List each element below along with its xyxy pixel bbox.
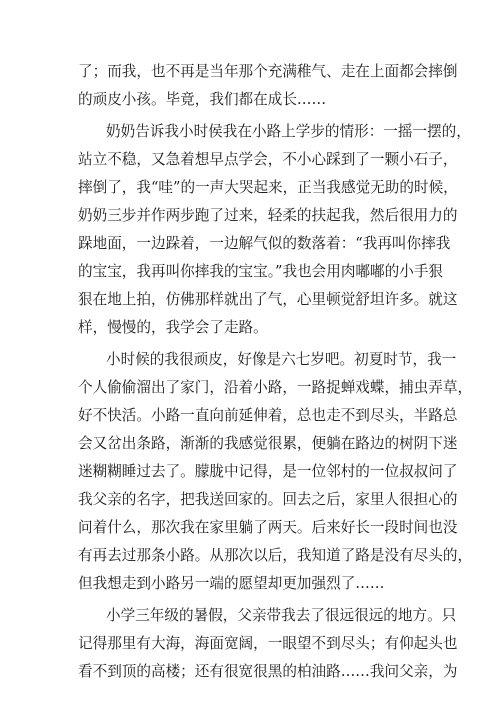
text-line: 样，慢慢的，我学会了走路。 xyxy=(78,319,268,336)
text-line: 摔倒了，我“哇”的一声大哭起来，正当我感觉无助的时候， xyxy=(78,179,458,196)
text-line: 了；而我，也不再是当年那个充满稚气、走在上面都会摔倒 xyxy=(78,63,458,80)
text-line: 会又岔出条路，渐渐的我感觉很累，便躺在路边的树阴下迷 xyxy=(78,435,458,452)
text-line: 奶奶三步并作两步跑了过来，轻柔的扶起我，然后很用力的 xyxy=(78,207,458,224)
text-line: 站立不稳，又急着想早点学会，不小心踩到了一颗小石子， xyxy=(78,151,458,168)
text-line: 个人偷偷溜出了家门，沿着小路，一路捉蝉戏蝶，捕虫弄草， xyxy=(78,379,473,396)
text-line: 看不到顶的高楼；还有很宽很黑的柏油路……我问父亲，为 xyxy=(78,663,458,680)
text-line: 的宝宝，我再叫你摔我的宝宝。”我也会用肉嘟嘟的小手狠 xyxy=(78,263,444,280)
text-line: 的顽皮小孩。毕竟，我们都在成长…… xyxy=(78,91,327,108)
paragraph-first-line: 奶奶告诉我小时侯我在小路上学步的情形：一摇一摆的， xyxy=(106,123,471,140)
text-line: 记得那里有大海，海面宽阔，一眼望不到尽头；有仰起头也 xyxy=(78,635,458,652)
text-line: 有再去过那条小路。从那次以后，我知道了路是没有尽头的， xyxy=(78,547,473,564)
paragraph-first-line: 小学三年级的暑假，父亲带我去了很远很远的地方。只 xyxy=(106,607,457,624)
text-line: 我父亲的名字，把我送回家的。回去之后，家里人很担心的 xyxy=(78,491,458,508)
text-line: 但我想走到小路另一端的愿望却更加强烈了…… xyxy=(78,575,385,592)
paragraph-first-line: 小时候的我很顽皮，好像是六七岁吧。初夏时节，我一 xyxy=(106,351,457,368)
text-line: 好不快活。小路一直向前延伸着，总也走不到尽头，半路总 xyxy=(78,407,458,424)
text-line: 问着什么，那次我在家里躺了两天。后来好长一段时间也没 xyxy=(78,519,458,536)
text-line: 迷糊糊睡过去了。朦胧中记得，是一位邻村的一位叔叔问了 xyxy=(78,463,458,480)
text-line: 狠在地上拍，仿佛那样就出了气，心里顿觉舒坦许多。就这 xyxy=(78,291,458,308)
text-line: 跺地面，一边跺着，一边解气似的数落着：“我再叫你摔我 xyxy=(78,235,451,252)
